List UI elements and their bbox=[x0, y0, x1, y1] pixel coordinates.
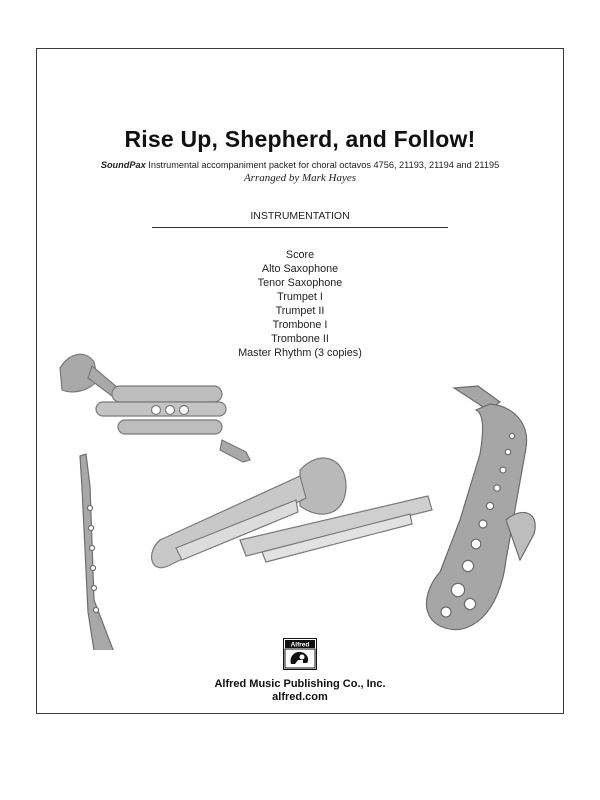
arranger-credit: Arranged by Mark Hayes bbox=[243, 172, 357, 184]
instrumentation-rule bbox=[152, 227, 448, 228]
subtitle-text: Instrumental accompaniment packet for choral octavos 4756, 21193, 21194 and 21195 bbox=[145, 160, 500, 170]
alfred-logo-icon bbox=[283, 638, 317, 670]
instruments-illustration bbox=[36, 330, 564, 650]
instrument-item: Trumpet I bbox=[277, 291, 323, 303]
subtitle-brand: SoundPax bbox=[100, 160, 146, 170]
trumpet-icon bbox=[60, 354, 250, 462]
publisher-name: Alfred Music Publishing Co., Inc. bbox=[214, 678, 386, 690]
instrument-item: Trombone I bbox=[272, 319, 328, 331]
page-title: Rise Up, Shepherd, and Follow! bbox=[124, 126, 476, 152]
instrument-item: Master Rhythm (3 copies) bbox=[238, 347, 362, 359]
instrument-item: Trombone II bbox=[271, 333, 329, 345]
trombone-icon bbox=[152, 458, 432, 568]
subtitle bbox=[0, 160, 600, 170]
publisher-website: alfred.com bbox=[272, 691, 328, 703]
instrument-item: Score bbox=[285, 249, 315, 261]
instrument-item: Alto Saxophone bbox=[261, 263, 339, 275]
saxophone-icon bbox=[426, 386, 535, 630]
clarinet-icon bbox=[80, 454, 120, 650]
instrument-item: Tenor Saxophone bbox=[257, 277, 343, 289]
instrument-item: Trumpet II bbox=[275, 305, 325, 317]
logo-text: Alfred bbox=[290, 641, 310, 649]
instrumentation-heading: INSTRUMENTATION bbox=[250, 210, 350, 222]
